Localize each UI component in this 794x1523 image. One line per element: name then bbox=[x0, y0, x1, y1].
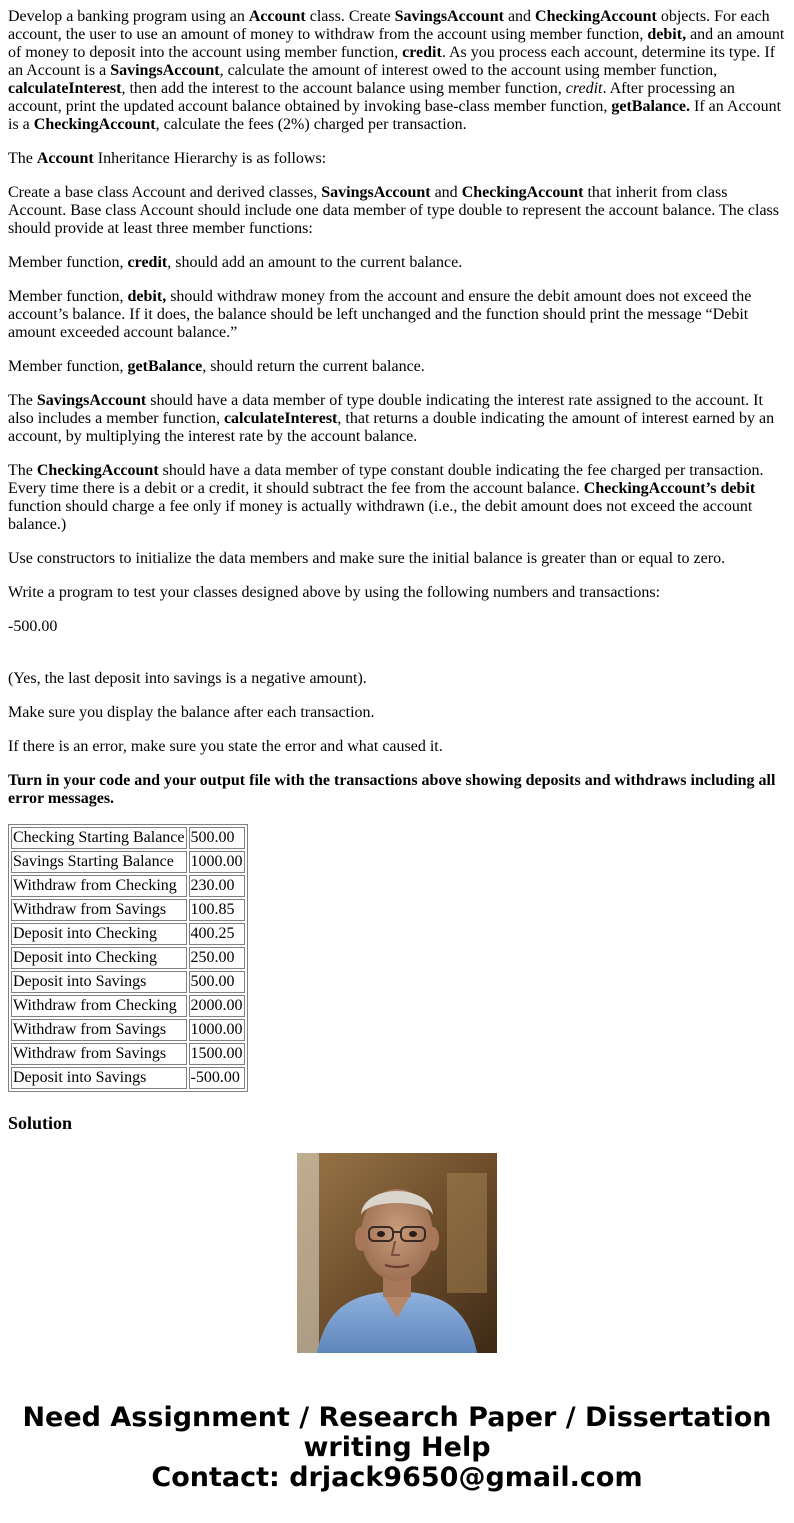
table-row bbox=[11, 923, 245, 945]
test-program-paragraph: Write a program to test your classes designed above by using the following numbers and transactions: bbox=[8, 584, 661, 601]
transactions-table bbox=[8, 824, 248, 1092]
text: , then add the interest to the account balance using member function, bbox=[121, 80, 566, 97]
text: and bbox=[503, 8, 536, 25]
transaction-amount: 1000.00 bbox=[189, 1019, 245, 1041]
bold-term: Turn in your code and your output file with the transactions above showing deposits and withdraws including all error messages. bbox=[8, 772, 776, 807]
text: Member function, bbox=[8, 288, 128, 305]
transaction-label: Checking Starting Balance bbox=[11, 827, 187, 849]
transaction-amount: 400.25 bbox=[189, 923, 245, 945]
checking-account-paragraph bbox=[8, 462, 786, 534]
transaction-amount: 500.00 bbox=[189, 827, 245, 849]
bold-term: SavingsAccount bbox=[321, 184, 431, 201]
transaction-label: Deposit into Savings bbox=[11, 1067, 187, 1089]
table-row bbox=[11, 1067, 245, 1089]
text: , calculate the fees (2%) charged per transaction. bbox=[155, 116, 467, 133]
solution-heading: Solution bbox=[8, 1113, 73, 1133]
transaction-amount: -500.00 bbox=[189, 1067, 245, 1089]
hierarchy-paragraph bbox=[8, 150, 786, 168]
text: should withdraw money from the account and ensure the debit amount does not exceed the account’s balance. If it does, the balance should be left unchanged and the function should print the message “Debit amount exceeded account balance.” bbox=[8, 288, 752, 341]
promo-contact: Contact: drjack9650@gmail.com bbox=[151, 1462, 643, 1493]
table-row bbox=[11, 971, 245, 993]
text: , that returns a double indicating the amount of interest earned by an account, by multiplying the interest rate by the account balance. bbox=[8, 410, 775, 445]
bold-term: credit bbox=[402, 44, 442, 61]
transaction-label: Withdraw from Savings bbox=[11, 1019, 187, 1041]
text: and bbox=[430, 184, 462, 201]
text: should have a data member of type constant double indicating the fee charged per transaction. Every time there is a debit or a credit, it should subtract the fee from the account balance. bbox=[8, 462, 764, 497]
table-row bbox=[11, 1019, 245, 1041]
transaction-amount: 100.85 bbox=[189, 899, 245, 921]
promo-banner bbox=[0, 1403, 794, 1493]
promo-line-2: writing Help bbox=[303, 1432, 491, 1463]
text: Member function, bbox=[8, 358, 128, 375]
bold-term: CheckingAccount bbox=[535, 8, 657, 25]
transaction-label: Deposit into Checking bbox=[11, 923, 187, 945]
text: The bbox=[8, 462, 37, 479]
stray-amount: -500.00 bbox=[8, 618, 58, 635]
text: The bbox=[8, 392, 37, 409]
text: Develop a banking program using an bbox=[8, 8, 249, 25]
assignment-content bbox=[8, 8, 786, 1133]
table-row bbox=[11, 995, 245, 1017]
author-portrait-image bbox=[297, 1153, 497, 1353]
negative-deposit-note: (Yes, the last deposit into savings is a negative amount). bbox=[8, 670, 367, 687]
bold-term: Account bbox=[36, 150, 94, 167]
constructors-paragraph: Use constructors to initialize the data members and make sure the initial balance is greater than or equal to zero. bbox=[8, 550, 726, 567]
text: Create a base class Account and derived classes, bbox=[8, 184, 322, 201]
transaction-amount: 500.00 bbox=[189, 971, 245, 993]
base-class-paragraph bbox=[8, 184, 786, 238]
bold-term: CheckingAccount bbox=[33, 116, 156, 133]
transaction-label: Deposit into Savings bbox=[11, 971, 187, 993]
text: Member function, bbox=[8, 254, 128, 271]
bold-term: calculateInterest bbox=[8, 80, 122, 97]
text: class. Create bbox=[305, 8, 395, 25]
table-row bbox=[11, 875, 245, 897]
bold-term: debit, bbox=[647, 26, 687, 43]
transaction-amount: 230.00 bbox=[189, 875, 245, 897]
bold-term: SavingsAccount bbox=[110, 62, 220, 79]
bold-term: credit bbox=[127, 254, 168, 271]
transaction-label: Savings Starting Balance bbox=[11, 851, 187, 873]
bold-term: Account bbox=[248, 8, 306, 25]
transaction-label: Deposit into Checking bbox=[11, 947, 187, 969]
transaction-label: Withdraw from Checking bbox=[11, 995, 187, 1017]
table-row bbox=[11, 827, 245, 849]
italic-term: credit bbox=[565, 80, 603, 97]
transaction-label: Withdraw from Savings bbox=[11, 899, 187, 921]
text: function should charge a fee only if money is actually withdrawn (i.e., the debit amount does not exceed the account balance.) bbox=[8, 498, 753, 533]
bold-term: CheckingAccount bbox=[461, 184, 584, 201]
bold-term: debit, bbox=[127, 288, 167, 305]
text: The bbox=[8, 150, 37, 167]
promo-line-1: Need Assignment / Research Paper / Dissertation bbox=[22, 1402, 772, 1433]
get-balance-paragraph bbox=[8, 358, 786, 376]
table-row bbox=[11, 899, 245, 921]
text: , should add an amount to the current balance. bbox=[167, 254, 463, 271]
bold-term: CheckingAccount bbox=[36, 462, 159, 479]
bold-term: getBalance bbox=[127, 358, 203, 375]
bold-term: calculateInterest bbox=[223, 410, 338, 427]
bold-term: CheckingAccount’s debit bbox=[583, 480, 756, 497]
transaction-amount: 1000.00 bbox=[189, 851, 245, 873]
author-avatar bbox=[297, 1153, 497, 1353]
transaction-label: Withdraw from Checking bbox=[11, 875, 187, 897]
bold-term: SavingsAccount bbox=[36, 392, 147, 409]
table-row bbox=[11, 1043, 245, 1065]
error-paragraph: If there is an error, make sure you state the error and what caused it. bbox=[8, 738, 443, 755]
savings-account-paragraph bbox=[8, 392, 786, 446]
text: . As you process each account, determine its type. If an Account is a bbox=[8, 44, 776, 79]
bold-term: getBalance. bbox=[611, 98, 691, 115]
debit-paragraph bbox=[8, 288, 786, 342]
text: , should return the current balance. bbox=[202, 358, 425, 375]
transaction-label: Withdraw from Savings bbox=[11, 1043, 187, 1065]
text: objects. For each account, the user to use an amount of money to withdraw from the account using member function, bbox=[8, 8, 770, 43]
text: should have a data member of type double indicating the interest rate assigned to the account. It also includes a member function, bbox=[8, 392, 763, 427]
table-row bbox=[11, 851, 245, 873]
text: . After processing an account, print the updated account balance obtained by invoking base-class member function, bbox=[8, 80, 735, 115]
text: If an Account is a bbox=[8, 98, 782, 133]
bold-term: SavingsAccount bbox=[394, 8, 504, 25]
transaction-amount: 1500.00 bbox=[189, 1043, 245, 1065]
turn-in-paragraph bbox=[8, 772, 786, 808]
credit-paragraph bbox=[8, 254, 786, 272]
text: Inheritance Hierarchy is as follows: bbox=[93, 150, 327, 167]
transaction-amount: 2000.00 bbox=[189, 995, 245, 1017]
transaction-amount: 250.00 bbox=[189, 947, 245, 969]
table-row bbox=[11, 947, 245, 969]
text: and an amount of money to deposit into the account using member function, bbox=[8, 26, 785, 61]
text: that inherit from class Account. Base class Account should include one data member of type double to represent the account balance. The class should provide at least three member functions: bbox=[8, 184, 779, 237]
display-balance-paragraph: Make sure you display the balance after each transaction. bbox=[8, 704, 375, 721]
transactions-table-body bbox=[11, 827, 245, 1089]
text: , calculate the amount of interest owed to the account using member function, bbox=[219, 62, 718, 79]
intro-paragraph bbox=[8, 8, 786, 134]
